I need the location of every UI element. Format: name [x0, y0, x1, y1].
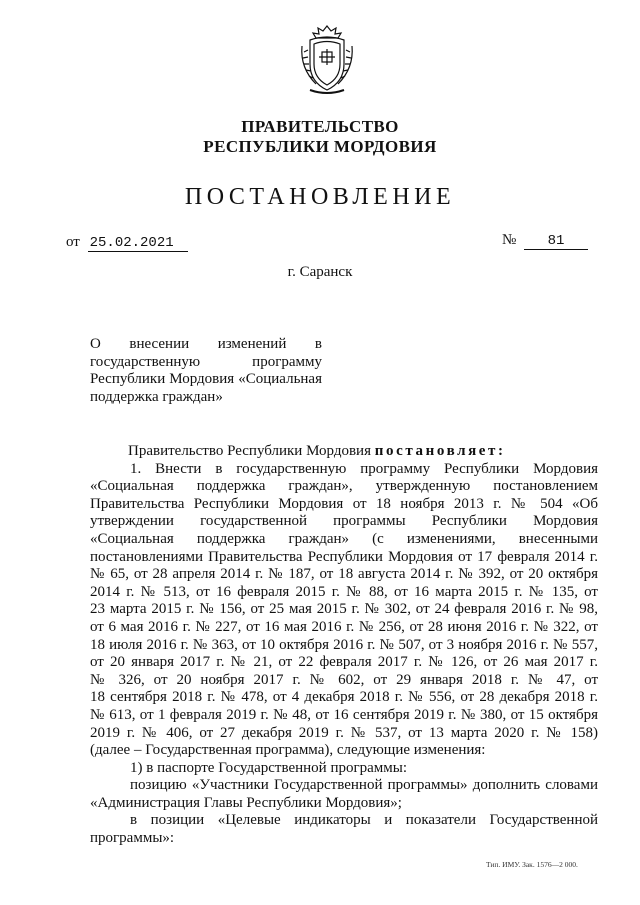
body-line: программы»: — [90, 830, 175, 847]
number-value: 81 — [524, 233, 588, 250]
subject-line: государственную программу — [90, 353, 322, 370]
government-name-line-2: РЕСПУБЛИКИ МОРДОВИЯ — [203, 137, 437, 156]
body-line: № 65, от 28 апреля 2014 г. № 187, от 18 августа 2014 г. № 392, от 20 октября — [90, 566, 598, 583]
body-line: «Социальная поддержка граждан» (с изменениями, внесенными — [90, 530, 598, 547]
body-line: (далее – Государственная программа), следующие изменения: — [90, 742, 486, 759]
date-value: 25.02.2021 — [88, 235, 188, 252]
subject-block — [90, 336, 322, 406]
body-line: утверждении государственной программы Республики Мордовия — [90, 513, 598, 530]
intro-keyword: постановляет: — [374, 443, 506, 459]
print-info-footer: Тип. ИМУ. Зак. 1576—2 000. — [486, 860, 578, 869]
body-line: от 6 мая 2016 г. № 227, от 16 мая 2016 г. № 256, от 28 июня 2016 г. № 322, от — [90, 618, 598, 635]
body-line: 18 сентября 2018 г. № 478, от 4 декабря 2018 г. № 556, от 28 декабря 2018 г. — [90, 689, 598, 706]
document-type-heading: ПОСТАНОВЛЕНИЕ — [184, 184, 456, 210]
subject-line: поддержка граждан» — [90, 388, 223, 405]
body-line: от 20 января 2017 г. № 21, от 22 февраля 2017 г. № 126, от 26 мая 2017 г. — [90, 654, 598, 671]
body-line: Правительства Республики Мордовия от 18 ноября 2013 г. № 504 «Об — [90, 495, 598, 512]
body-line: 23 марта 2015 г. № 156, от 25 мая 2015 г. № 302, от 24 февраля 2016 г. № 98, — [90, 601, 598, 618]
resolution-body — [90, 443, 598, 848]
number-field — [502, 232, 588, 250]
subject-line: О внесении изменений в — [90, 336, 322, 352]
body-line: № 613, от 1 февраля 2019 г. № 48, от 16 сентября 2019 г. № 380, от 15 октября — [90, 706, 598, 723]
body-line: № 326, от 20 ноября 2017 г. № 602, от 29 января 2018 г. № 47, от — [90, 671, 598, 688]
body-line: 1) в паспорте Государственной программы: — [130, 759, 408, 776]
intro-line — [90, 443, 598, 461]
subject-line: Республики Мордовия «Социальная — [90, 371, 322, 387]
body-line: в позиции «Целевые индикаторы и показатели Государственной — [130, 812, 598, 829]
date-prefix: от — [66, 234, 80, 250]
date-field — [66, 234, 188, 252]
city-label: г. Саранск — [287, 264, 353, 280]
body-line: 18 июля 2016 г. № 363, от 10 октября 2016 г. № 507, от 3 ноября 2016 г. № 557, — [90, 636, 598, 653]
number-prefix: № — [502, 232, 517, 248]
body-line: «Администрация Главы Республики Мордовия»; — [90, 794, 402, 811]
body-line: постановлениями Правительства Республики Мордовия от 17 февраля 2014 г. — [90, 548, 598, 565]
body-line: «Социальная поддержка граждан», утвержденную постановлением — [90, 478, 598, 495]
body-line: позицию «Участники Государственной программы» дополнить словами — [130, 777, 598, 794]
body-line: 1. Внести в государственную программу Республики Мордовия — [130, 460, 598, 477]
coat-of-arms-emblem — [296, 22, 358, 96]
government-name-line-1: ПРАВИТЕЛЬСТВО — [241, 117, 399, 136]
intro-prefix: Правительство Республики Мордовия — [128, 443, 375, 459]
body-line: 2014 г. № 513, от 16 февраля 2015 г. № 88, от 16 марта 2015 г. № 135, от — [90, 583, 598, 600]
body-line: 2019 г. № 406, от 27 декабря 2019 г. № 537, от 13 марта 2020 г. № 158) — [90, 724, 598, 741]
